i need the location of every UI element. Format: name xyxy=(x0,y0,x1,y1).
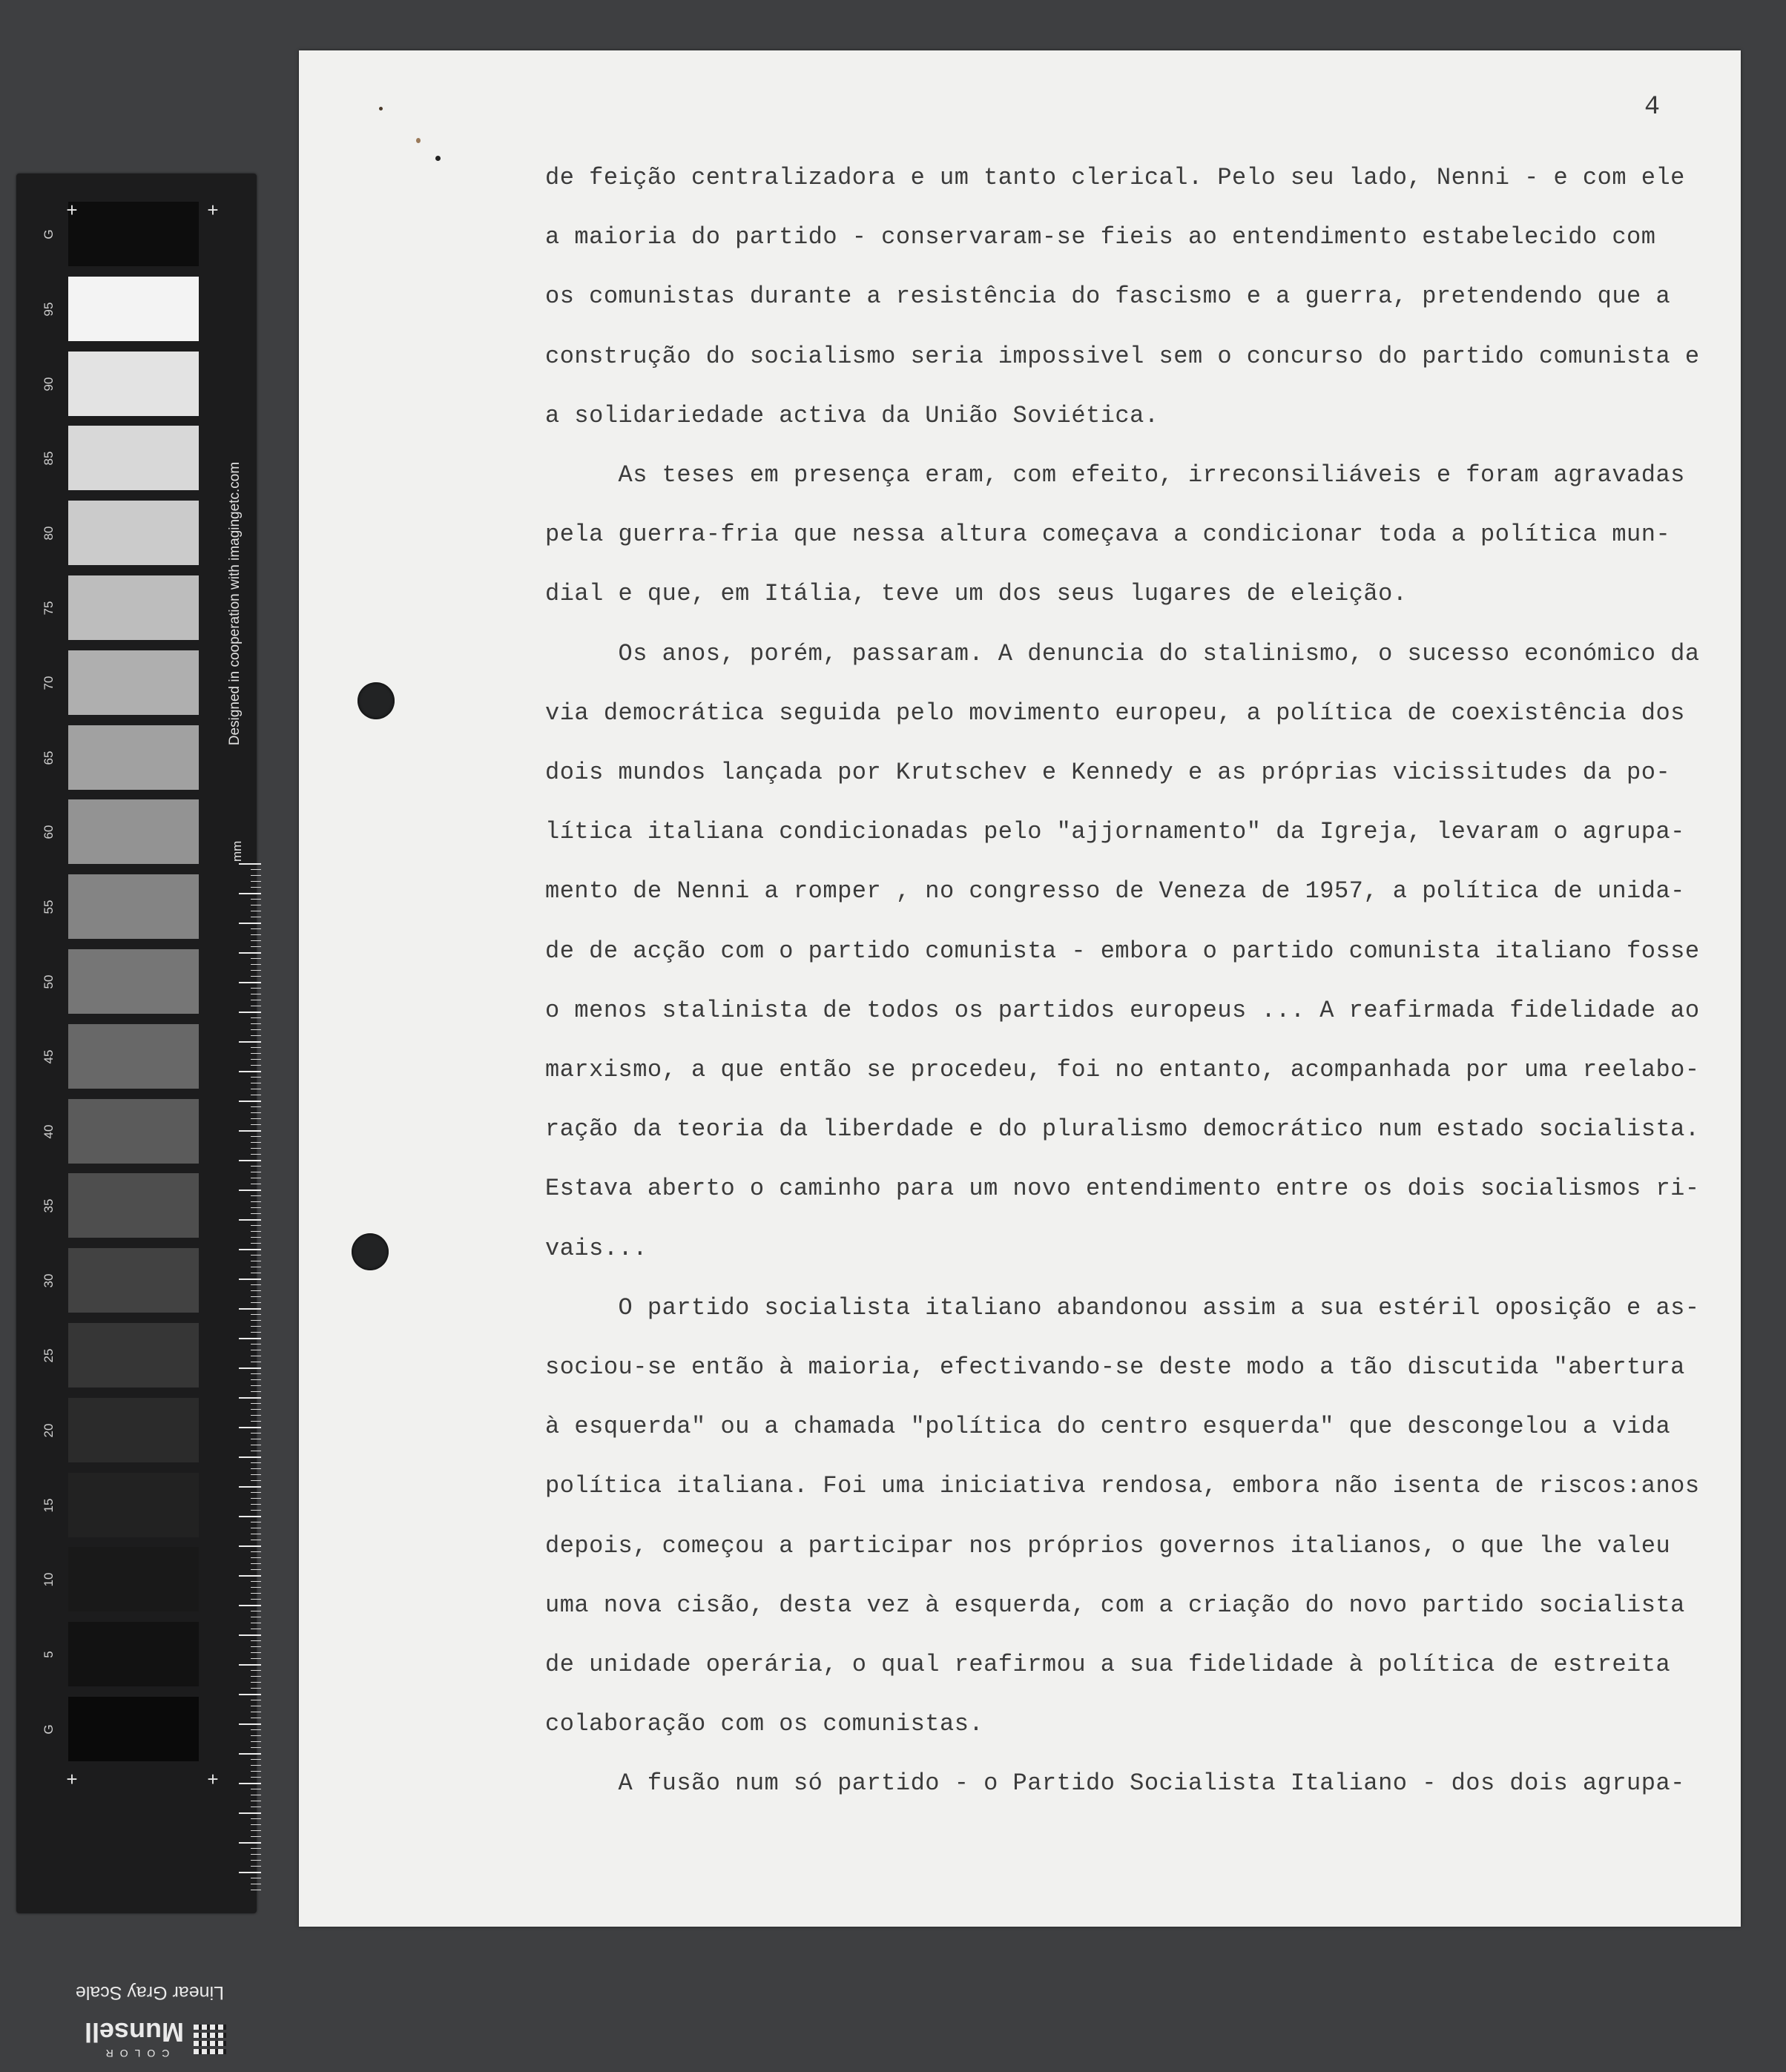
gray-scale-card xyxy=(16,174,257,2059)
patch-label: 15 xyxy=(42,1498,56,1513)
patch-label: 25 xyxy=(42,1348,56,1363)
registration-mark: + xyxy=(66,199,78,221)
gray-patch xyxy=(68,1323,199,1388)
text-line: a solidariedade activa da União Soviética. xyxy=(545,401,1159,429)
gray-patch xyxy=(68,426,199,490)
text-line: pela guerra-fria que nessa altura começava a condicionar toda a política mun- xyxy=(545,521,1671,549)
text-line: dial e que, em Itália, teve um dos seus lugares de eleição. xyxy=(545,580,1408,608)
gray-patch xyxy=(68,650,199,715)
gray-patch xyxy=(68,1248,199,1313)
ruler-major-ticks xyxy=(239,863,261,1894)
patch-label: 55 xyxy=(42,900,56,914)
patch-label: 80 xyxy=(42,526,56,541)
text-line: política italiana. Foi uma iniciativa rendosa, embora não isenta de riscos:anos xyxy=(545,1472,1700,1500)
gray-patch xyxy=(68,501,199,565)
gray-patch xyxy=(68,1173,199,1238)
text-line: a maioria do partido - conservaram-se fieis ao entendimento estabelecido com xyxy=(545,223,1656,251)
speck xyxy=(416,138,421,143)
patch-label: 50 xyxy=(42,974,56,989)
patch-label: 5 xyxy=(42,1651,56,1658)
munsell-wordmark xyxy=(79,2017,190,2060)
registration-mark: + xyxy=(66,1768,78,1790)
text-line: via democrática seguida pelo movimento europeu, a política de coexistência dos xyxy=(545,699,1685,727)
patch-label: 85 xyxy=(42,451,56,466)
text-line: depois, começou a participar nos próprios governos italianos, o que lhe valeu xyxy=(545,1531,1671,1560)
patch-label: 20 xyxy=(42,1423,56,1438)
munsell-logo-icon xyxy=(194,2025,226,2057)
text-line: ração da teoria da liberdade e do pluralismo democrático num estado socialista. xyxy=(545,1115,1700,1144)
scale-title-text: Linear Gray Scale xyxy=(75,1982,224,2003)
gray-patch xyxy=(68,1697,199,1761)
text-line: lítica italiana condicionadas pelo "ajjornamento" da Igreja, levaram o agrupa- xyxy=(545,818,1685,846)
text-line: de de acção com o partido comunista - embora o partido comunista italiano fosse xyxy=(545,937,1700,965)
text-line: marxismo, a que então se procedeu, foi no entanto, acompanhada por uma reelabo- xyxy=(545,1056,1700,1083)
text-line: sociou-se então à maioria, efectivando-se deste modo a tão discutida "abertura xyxy=(545,1353,1685,1381)
speck xyxy=(379,107,383,110)
gray-patch xyxy=(68,1547,199,1611)
text-line: de unidade operária, o qual reafirmou a sua fidelidade à política de estreita xyxy=(545,1651,1671,1678)
text-line: os comunistas durante a resistência do fascismo e a guerra, pretendendo que a xyxy=(545,283,1671,311)
patch-label: 95 xyxy=(42,302,56,317)
patch-label: 35 xyxy=(42,1198,56,1213)
gray-patch xyxy=(68,202,199,266)
patch-label: 60 xyxy=(42,825,56,839)
scale-title xyxy=(76,1982,224,2007)
text-line: vais... xyxy=(545,1234,647,1262)
munsell-brand xyxy=(79,2017,227,2072)
gray-patch xyxy=(68,277,199,341)
punch-hole xyxy=(357,682,395,719)
patch-label: G xyxy=(42,1724,56,1735)
gray-patch xyxy=(68,352,199,416)
registration-mark: + xyxy=(207,199,219,221)
text-line: de feição centralizadora e um tanto clerical. Pelo seu lado, Nenni - e com ele xyxy=(545,164,1685,191)
gray-patch xyxy=(68,1398,199,1462)
gray-patch xyxy=(68,1622,199,1686)
patch-label: 30 xyxy=(42,1273,56,1288)
patch-label: G xyxy=(42,229,56,240)
cooperation-note xyxy=(228,444,243,763)
gray-patch xyxy=(68,949,199,1014)
patch-label: 70 xyxy=(42,676,56,690)
text-line: As teses em presença eram, com efeito, irreconsiliáveis e foram agravadas xyxy=(545,461,1685,489)
brand-sub: COLOR xyxy=(99,2048,170,2059)
text-line: Estava aberto o caminho para um novo entendimento entre os dois socialismos ri- xyxy=(545,1175,1700,1203)
text-line: colaboração com os comunistas. xyxy=(545,1710,984,1738)
text-line: o menos stalinista de todos os partidos europeus ... A reafirmada fidelidade ao xyxy=(545,996,1700,1024)
mm-text: mm xyxy=(230,840,244,862)
text-line: à esquerda" ou a chamada "política do centro esquerda" que descongelou a vida xyxy=(545,1413,1671,1441)
cooperation-text: Designed in cooperation with imagingetc.com xyxy=(227,461,243,746)
gray-patch xyxy=(68,725,199,790)
gray-patch xyxy=(68,799,199,864)
page-number: 4 xyxy=(1644,92,1661,122)
registration-mark: + xyxy=(207,1768,219,1790)
gray-patch xyxy=(68,1099,199,1164)
text-line: O partido socialista italiano abandonou assim a sua estéril oposição e as- xyxy=(545,1293,1700,1322)
patch-label: 10 xyxy=(42,1572,56,1587)
typed-page xyxy=(299,50,1741,1927)
gray-patch xyxy=(68,1024,199,1089)
text-line: construção do socialismo seria impossivel sem o concurso do partido comunista e xyxy=(545,342,1700,370)
text-line: uma nova cisão, desta vez à esquerda, com a criação do novo partido socialista xyxy=(545,1591,1685,1619)
patch-label: 90 xyxy=(42,377,56,392)
speck xyxy=(435,156,441,161)
mm-ruler xyxy=(239,863,261,1894)
text-line: Os anos, porém, passaram. A denuncia do stalinismo, o sucesso económico da xyxy=(545,639,1700,667)
patch-label: 75 xyxy=(42,601,56,616)
brand-name: Munsell xyxy=(85,2017,185,2048)
patch-label: 40 xyxy=(42,1124,56,1139)
text-line: A fusão num só partido - o Partido Socialista Italiano - dos dois agrupa- xyxy=(545,1769,1685,1798)
patch-label: 45 xyxy=(42,1049,56,1064)
text-line: mento de Nenni a romper , no congresso de Veneza de 1957, a política de unida- xyxy=(545,877,1685,905)
patch-label: 65 xyxy=(42,750,56,765)
gray-patch xyxy=(68,575,199,640)
text-line: dois mundos lançada por Krutschev e Kennedy e as próprias vicissitudes da po- xyxy=(545,759,1671,786)
punch-hole xyxy=(352,1233,389,1270)
gray-patch xyxy=(68,874,199,939)
gray-patch xyxy=(68,1473,199,1537)
